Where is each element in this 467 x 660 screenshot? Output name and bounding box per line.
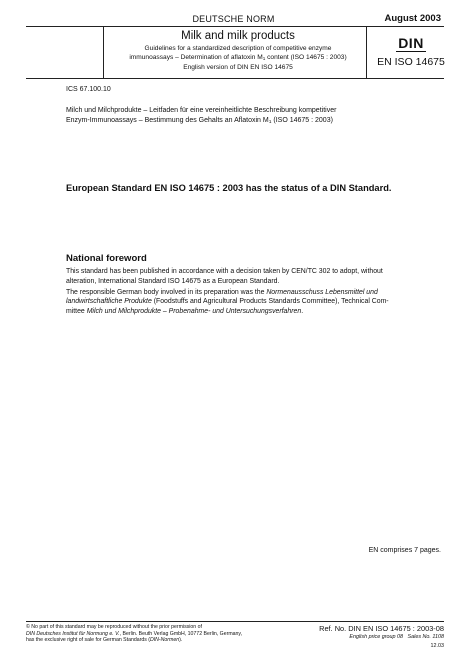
copyright-line-3-text: has the exclusive right of sale for German Standards (	[26, 637, 150, 644]
foreword-p2-text-3: mittee	[66, 307, 87, 315]
technical-committee-name: Milch und Milchprodukte – Probenahme- und Untersuchungsverfahren	[86, 307, 302, 315]
page-count-note: EN comprises 7 pages.	[368, 547, 441, 554]
copyright-line-1: © No part of this standard may be reproduced without the prior permission of	[26, 624, 202, 630]
title-divider-left	[103, 26, 104, 79]
copyright-org: DIN Deutsches Institut für Normung e. V.	[26, 630, 120, 637]
copyright-line-2-tail: , Berlin. Beuth Verlag GmbH, 10772 Berlin, Germany,	[119, 630, 243, 637]
header-rule-top	[26, 26, 444, 27]
foreword-paragraph-2	[66, 288, 446, 317]
din-logo	[386, 36, 436, 52]
german-title-subscript: 1	[268, 120, 272, 125]
copyright-line-2	[26, 631, 296, 638]
foreword-p1-line-2: alteration, International Standard ISO 14675 as a European Standard.	[66, 277, 280, 285]
foreword-paragraph-1	[66, 267, 446, 286]
header-rule-bottom	[26, 78, 444, 79]
subtitle-line-3: English version of DIN EN ISO 14675	[183, 63, 293, 71]
copyright-line-3	[26, 637, 296, 644]
title-block	[108, 30, 368, 72]
document-subtitle	[108, 44, 368, 72]
din-logo-text: DIN	[398, 35, 424, 51]
document-title: Milk and milk products	[181, 30, 295, 42]
ics-code: ICS 67.100.10	[66, 86, 111, 93]
german-title-line-2	[66, 116, 446, 126]
subtitle-line-2-tail: content (ISO 14675 : 2003)	[265, 54, 347, 62]
sales-number: Sales No. 1108	[407, 634, 444, 640]
foreword-p1-line-1: This standard has been published in accordance with a decision taken by CEN/TC 302 to adopt, without	[66, 268, 383, 275]
german-title	[66, 106, 446, 126]
german-title-line-2-tail: (ISO 14675 : 2003)	[271, 117, 333, 124]
national-foreword-heading: National foreword	[66, 253, 147, 264]
copyright-din-normen: DIN-Normen	[149, 637, 180, 644]
subtitle-line-1: Guidelines for a standardized description of competitive enzyme	[144, 45, 332, 52]
publication-date: August 2003	[384, 13, 441, 24]
price-group: English price group 08	[349, 634, 404, 640]
print-date: 12.03	[430, 643, 444, 649]
foreword-p2-text: The responsible German body involved in its preparation was the	[66, 288, 267, 296]
german-title-line-1: Milch und Milchprodukte – Leitfaden für eine vereinheitlichte Beschreibung kompetitiver	[66, 107, 337, 114]
subtitle-subscript: 1	[262, 56, 266, 62]
status-statement: European Standard EN ISO 14675 : 2003 has the status of a DIN Standard.	[66, 183, 392, 193]
foreword-p2-end: .	[301, 307, 304, 315]
document-type-header: DEUTSCHE NORM	[192, 14, 275, 24]
copyright-line-3-end: ).	[179, 637, 183, 644]
committee-name: Normenausschuss Lebensmittel und	[266, 288, 378, 296]
reference-number: Ref. No. DIN EN ISO 14675 : 2003-08	[319, 624, 444, 633]
committee-name-cont: landwirtschaftliche Produkte	[66, 298, 152, 305]
footer-rule	[26, 621, 444, 622]
standard-number: EN ISO 14675	[377, 56, 445, 68]
german-title-line-2-text: Enzym-Immunoassays – Bestimmung des Gehalts an Aflatoxin M	[66, 117, 269, 124]
subtitle-line-2-text: immunoassays – Determination of aflatoxin M	[129, 54, 263, 62]
foreword-p2-text-2: (Foodstuffs and Agricultural Products Standards Committee), Technical Com-	[151, 298, 389, 305]
subtitle-line-2	[108, 53, 368, 62]
price-and-sales	[349, 634, 444, 640]
national-foreword-body	[66, 267, 446, 318]
copyright-notice	[26, 624, 296, 644]
